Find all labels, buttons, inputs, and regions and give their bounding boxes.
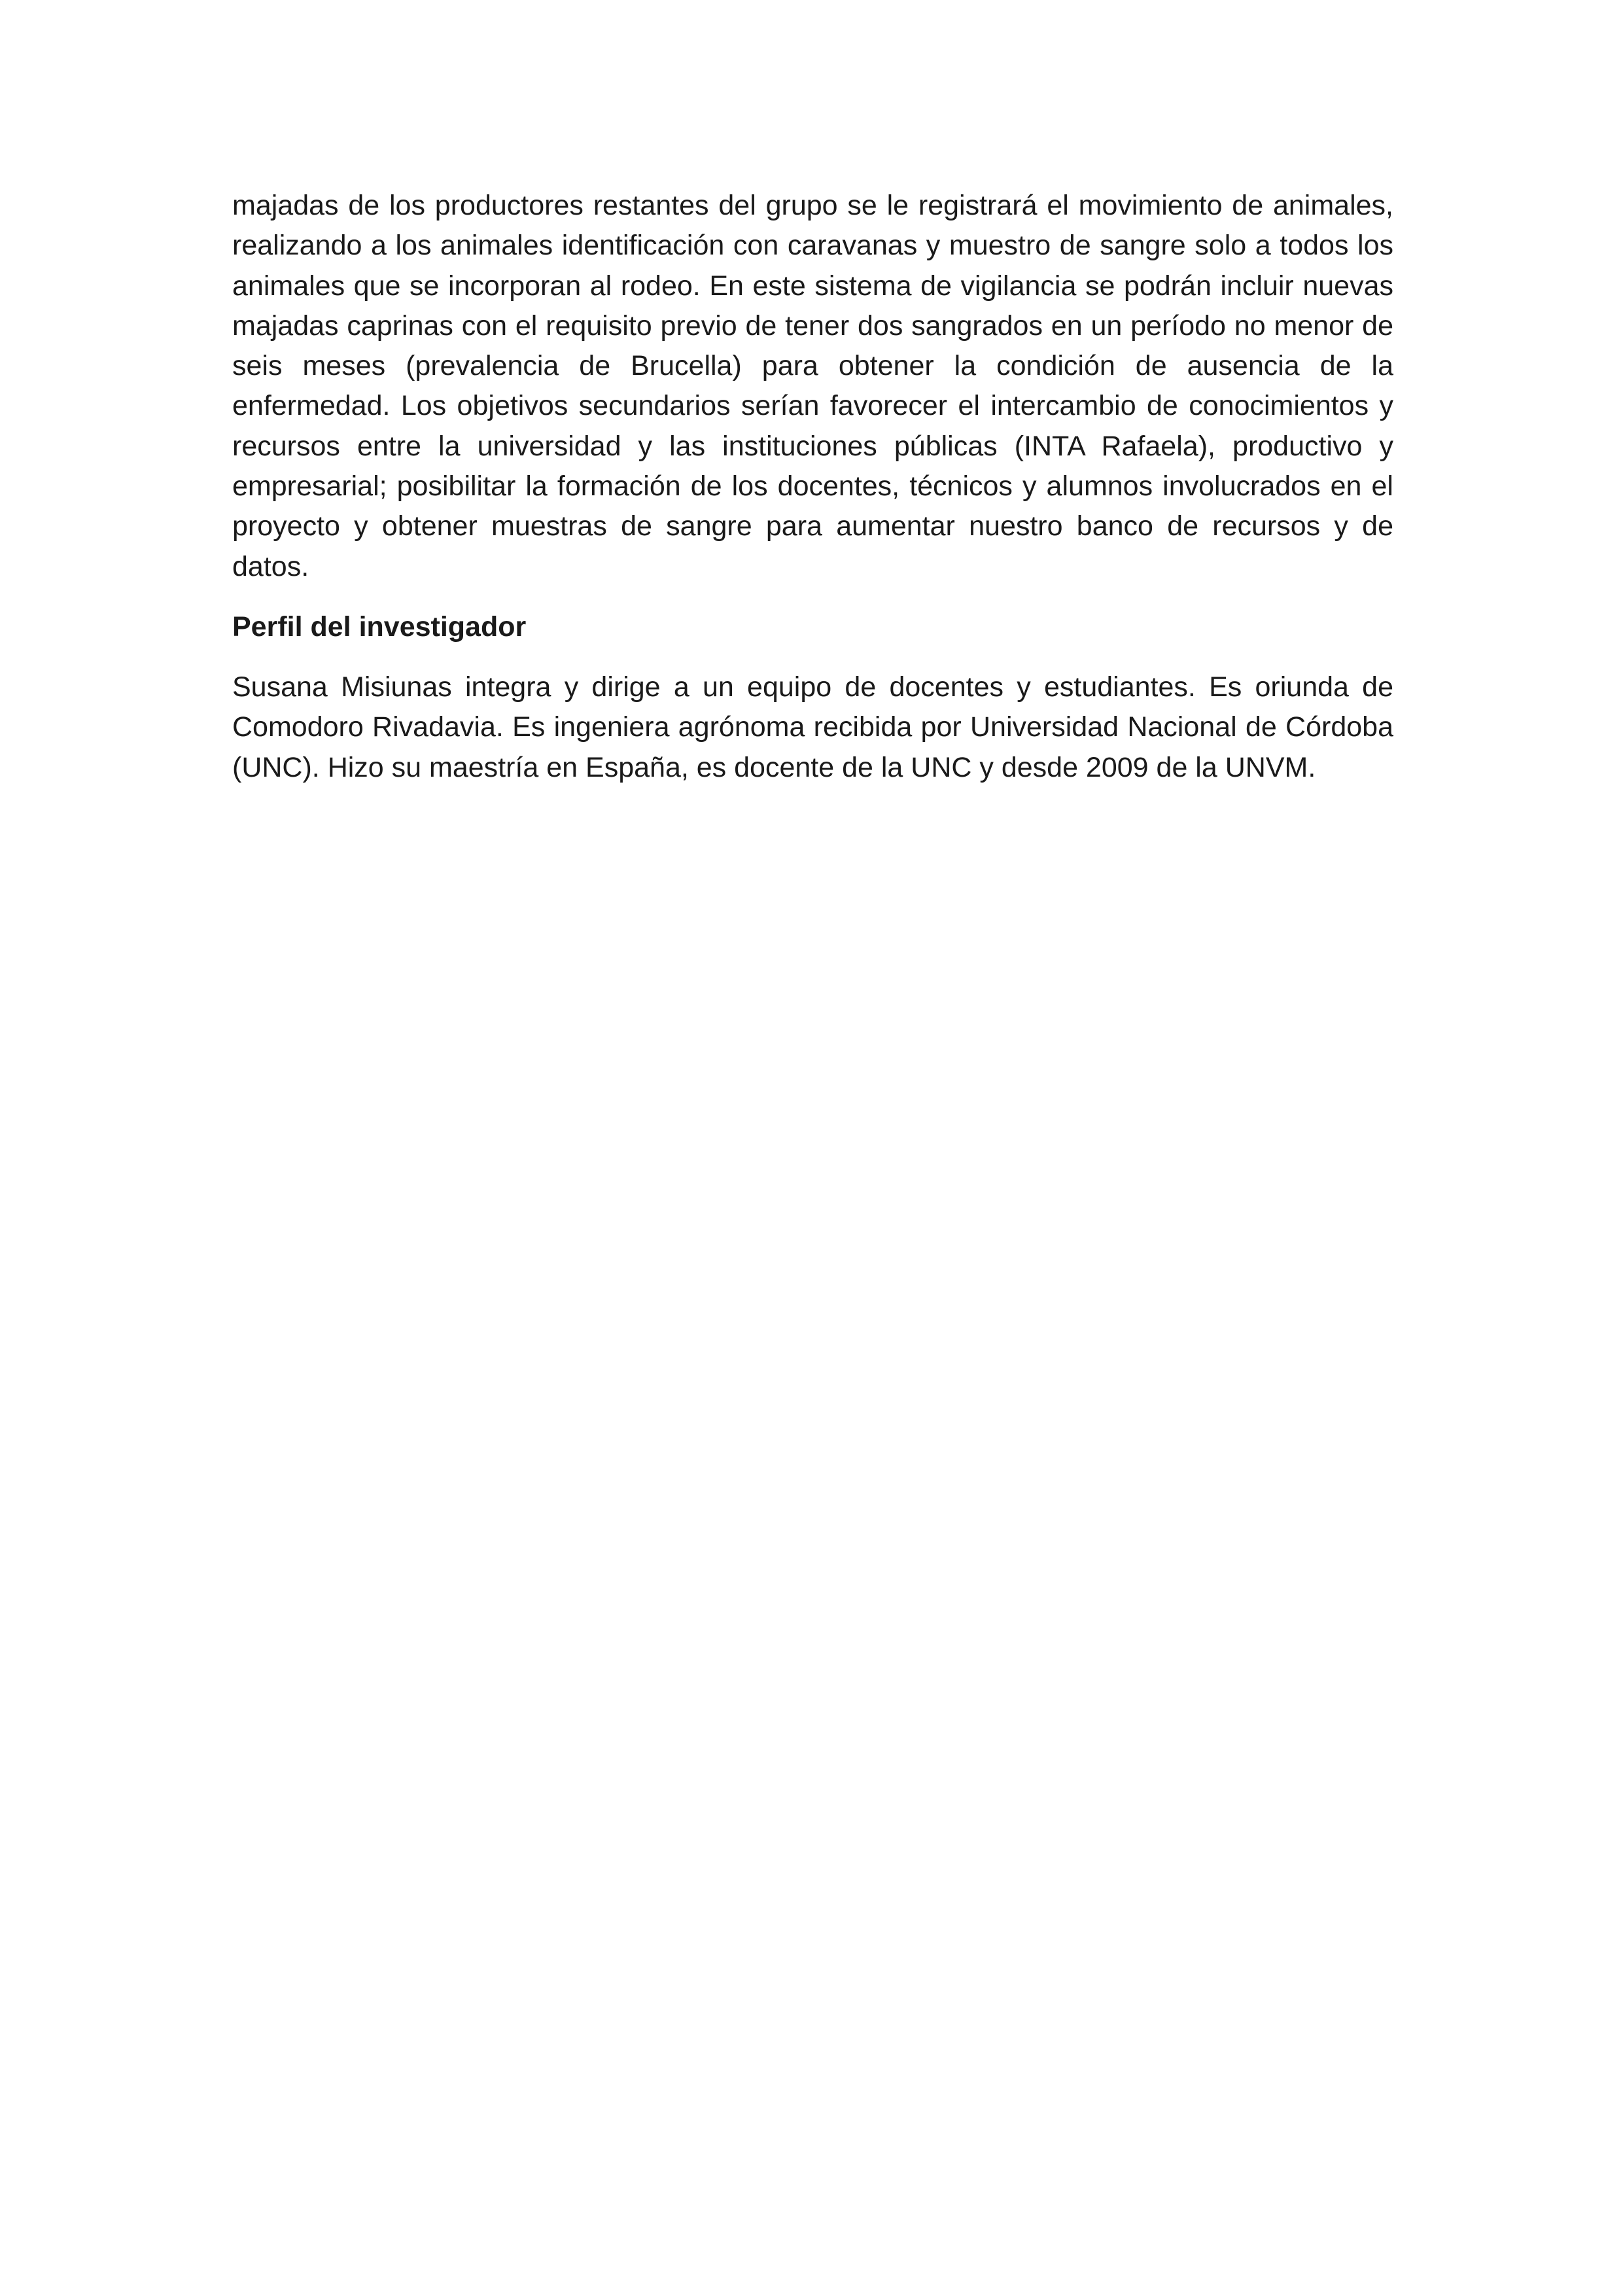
body-paragraph-2: Susana Misiunas integra y dirige a un equipo de docentes y estudiantes. Es oriunda de Comodoro Rivadavia. Es ingeniera agrónoma recibida por Universidad Nacional de Córdoba (UNC). Hizo su maestría en España, es docente de la UNC y desde 2009 de la UNVM. — [232, 671, 1393, 783]
document-body — [232, 186, 1393, 788]
body-paragraph-1: majadas de los productores restantes del grupo se le registrará el movimiento de animales, realizando a los animales identificación con caravanas y muestro de sangre solo a todos los animales que se incorporan al rodeo. En este sistema de vigilancia se podrán incluir nuevas majadas caprinas con el requisito previo de tener dos sangrados en un período no menor de seis meses (prevalencia de Brucella) para obtener la condición de ausencia de la enfermedad. Los objetivos secundarios serían favorecer el intercambio de conocimientos y recursos entre la universidad y las instituciones públicas (INTA Rafaela), productivo y empresarial; posibilitar la formación de los docentes, técnicos y alumnos involucrados en el proyecto y obtener muestras de sangre para aumentar nuestro banco de recursos y de datos. — [232, 190, 1393, 582]
section-heading: Perfil del investigador — [232, 610, 527, 643]
